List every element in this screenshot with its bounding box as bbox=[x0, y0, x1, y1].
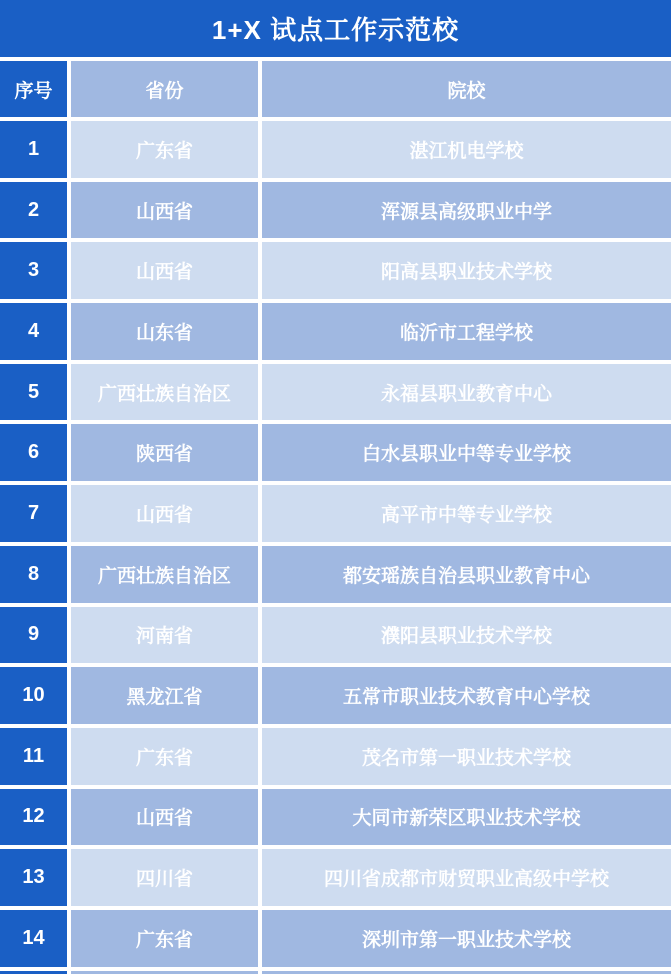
school-cell: 白水县职业中等专业学校 bbox=[262, 424, 671, 481]
province-cell: 广东省 bbox=[71, 910, 258, 967]
province-cell: 山西省 bbox=[71, 789, 258, 846]
school-cell: 濮阳县职业技术学校 bbox=[262, 607, 671, 664]
row-number-cell: 3 bbox=[0, 242, 67, 299]
school-cell: 阳高县职业技术学校 bbox=[262, 242, 671, 299]
row-number-cell: 10 bbox=[0, 667, 67, 724]
school-cell: 茂名市第一职业技术学校 bbox=[262, 728, 671, 785]
school-cell: 深圳市第一职业技术学校 bbox=[262, 910, 671, 967]
row-number-cell: 9 bbox=[0, 607, 67, 664]
province-cell: 山西省 bbox=[71, 182, 258, 239]
school-cell: 四川省成都市财贸职业高级中学校 bbox=[262, 849, 671, 906]
province-cell: 山东省 bbox=[71, 303, 258, 360]
school-cell: 浑源县高级职业中学 bbox=[262, 182, 671, 239]
province-cell: 广西壮族自治区 bbox=[71, 364, 258, 421]
row-number-cell: 6 bbox=[0, 424, 67, 481]
province-cell: 广西壮族自治区 bbox=[71, 546, 258, 603]
row-number-cell: 5 bbox=[0, 364, 67, 421]
province-cell: 广东省 bbox=[71, 728, 258, 785]
school-cell: 永福县职业教育中心 bbox=[262, 364, 671, 421]
row-number-cell: 11 bbox=[0, 728, 67, 785]
province-cell: 广东省 bbox=[71, 121, 258, 178]
school-cell: 大同市新荣区职业技术学校 bbox=[262, 789, 671, 846]
header-cell-school: 院校 bbox=[262, 61, 671, 117]
province-cell: 四川省 bbox=[71, 849, 258, 906]
province-cell: 山西省 bbox=[71, 242, 258, 299]
row-number-cell: 7 bbox=[0, 485, 67, 542]
page-title: 1+X 试点工作示范校 bbox=[0, 0, 671, 57]
header-cell-no: 序号 bbox=[0, 61, 67, 117]
row-number-cell: 8 bbox=[0, 546, 67, 603]
province-cell: 陕西省 bbox=[71, 424, 258, 481]
school-cell: 五常市职业技术教育中心学校 bbox=[262, 667, 671, 724]
province-cell: 黑龙江省 bbox=[71, 667, 258, 724]
next-row-sliver-province-cell bbox=[71, 971, 258, 974]
header-cell-province: 省份 bbox=[71, 61, 258, 117]
school-cell: 都安瑶族自治县职业教育中心 bbox=[262, 546, 671, 603]
row-number-cell: 1 bbox=[0, 121, 67, 178]
row-number-cell: 13 bbox=[0, 849, 67, 906]
school-cell: 临沂市工程学校 bbox=[262, 303, 671, 360]
school-cell: 湛江机电学校 bbox=[262, 121, 671, 178]
next-row-sliver-number-cell bbox=[0, 971, 67, 974]
province-cell: 河南省 bbox=[71, 607, 258, 664]
province-cell: 山西省 bbox=[71, 485, 258, 542]
row-number-cell: 12 bbox=[0, 789, 67, 846]
school-cell: 高平市中等专业学校 bbox=[262, 485, 671, 542]
next-row-sliver-school-cell bbox=[262, 971, 671, 974]
row-number-cell: 14 bbox=[0, 910, 67, 967]
row-number-cell: 2 bbox=[0, 182, 67, 239]
table bbox=[0, 61, 671, 974]
row-number-cell: 4 bbox=[0, 303, 67, 360]
